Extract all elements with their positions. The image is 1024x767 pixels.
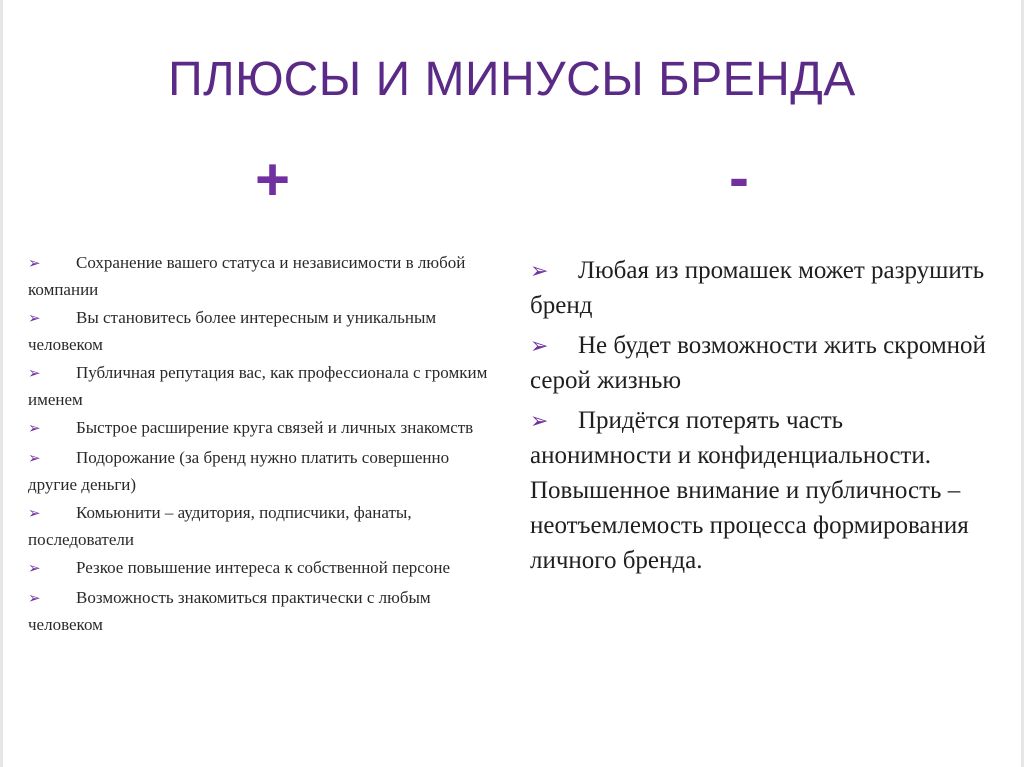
pros-item-text: Комьюнити – аудитория, подписчики, фанаты, последователи xyxy=(28,503,412,549)
cons-item xyxy=(530,253,990,323)
cons-list xyxy=(530,253,990,583)
arrow-bullet-icon: ➢ xyxy=(28,506,41,522)
cons-item-text: Любая из промашек может разрушить бренд xyxy=(530,257,985,319)
pros-item xyxy=(28,305,498,357)
pros-item xyxy=(28,445,498,497)
pros-item xyxy=(28,250,498,302)
cons-item-extra-text: Повышенное внимание и публичность – неотъемлемость процесса формирования личного бренда. xyxy=(530,477,969,574)
pros-item xyxy=(28,555,498,582)
arrow-bullet-icon: ➢ xyxy=(28,421,41,437)
pros-item-text: Вы становитесь более интересным и уникальным человеком xyxy=(28,308,437,354)
plus-sign-icon: + xyxy=(255,146,291,213)
arrow-bullet-icon: ➢ xyxy=(28,311,41,327)
arrow-bullet-icon: ➢ xyxy=(530,408,549,433)
minus-sign-icon: - xyxy=(729,144,749,211)
arrow-bullet-icon: ➢ xyxy=(28,451,41,467)
slide-left-border xyxy=(0,0,3,767)
pros-item-text: Резкое повышение интереса к собственной персоне xyxy=(76,558,450,577)
cons-item-text: Придётся потерять часть анонимности и конфиденциальности. xyxy=(530,407,931,469)
pros-item xyxy=(28,500,498,552)
cons-item xyxy=(530,403,990,578)
pros-list xyxy=(28,250,498,640)
arrow-bullet-icon: ➢ xyxy=(28,366,41,382)
pros-item-text: Возможность знакомиться практически с любым человеком xyxy=(28,588,431,634)
arrow-bullet-icon: ➢ xyxy=(28,256,41,272)
arrow-bullet-icon: ➢ xyxy=(530,333,549,358)
pros-item xyxy=(28,360,498,412)
arrow-bullet-icon: ➢ xyxy=(28,591,41,607)
pros-item xyxy=(28,585,498,637)
cons-item xyxy=(530,328,990,398)
cons-item-text: Не будет возможности жить скромной серой жизнью xyxy=(530,332,986,394)
pros-item-text: Быстрое расширение круга связей и личных знакомств xyxy=(76,418,474,437)
pros-item-text: Сохранение вашего статуса и независимости в любой компании xyxy=(28,253,466,299)
pros-item-text: Публичная репутация вас, как профессионала с громким именем xyxy=(28,363,488,409)
arrow-bullet-icon: ➢ xyxy=(530,258,549,283)
arrow-bullet-icon: ➢ xyxy=(28,561,41,577)
slide-title: ПЛЮСЫ И МИНУСЫ БРЕНДА xyxy=(168,53,856,106)
pros-item xyxy=(28,415,498,442)
pros-item-text: Подорожание (за бренд нужно платить совершенно другие деньги) xyxy=(28,448,450,494)
